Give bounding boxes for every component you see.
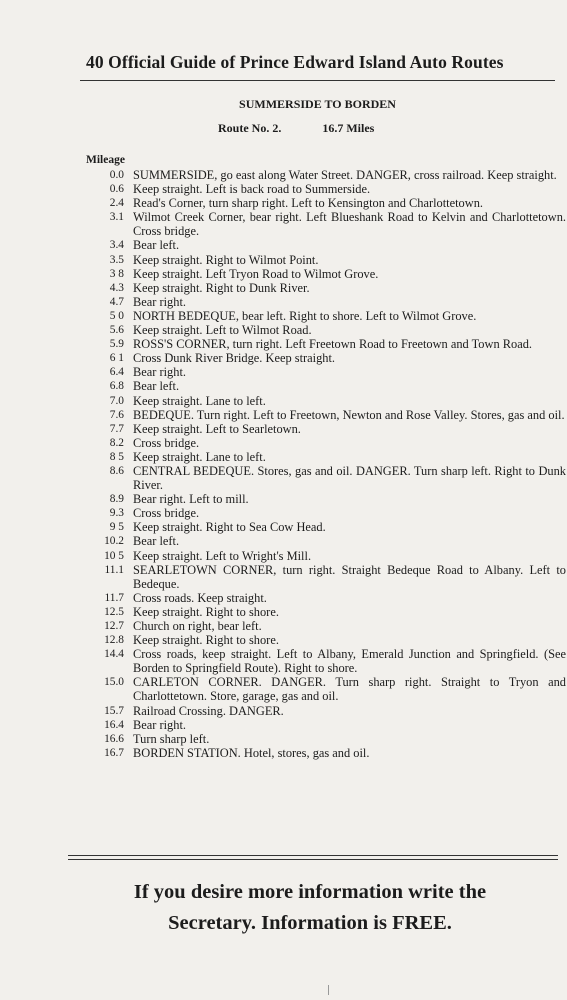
page-header: 40 Official Guide of Prince Edward Island Auto Routes bbox=[86, 52, 504, 72]
entry-direction-text: Bear right. bbox=[133, 365, 186, 380]
entry-mileage: 6.8 bbox=[109, 380, 124, 393]
entry-direction-text: Keep straight. Right to shore. bbox=[133, 633, 279, 648]
direction-entry bbox=[84, 253, 566, 267]
entry-direction-text: Read's Corner, turn sharp right. Left to Kensington and Charlottetown. bbox=[133, 196, 483, 211]
entry-mileage: 8 5 bbox=[109, 450, 124, 463]
direction-entry bbox=[84, 379, 566, 393]
entry-mileage: 9 5 bbox=[109, 521, 124, 534]
entry-mileage: 4.3 bbox=[109, 281, 124, 294]
entry-mileage: 7.7 bbox=[109, 422, 124, 435]
direction-entry bbox=[84, 182, 566, 196]
direction-entry bbox=[84, 675, 566, 703]
entry-direction-text: NORTH BEDEQUE, bear left. Right to shore. Left to Wilmot Grove. bbox=[133, 308, 477, 323]
direction-entry bbox=[84, 464, 566, 492]
entry-direction-text: SEARLETOWN CORNER, turn right. Straight Bedeque Road to Albany. Left to Bedeque. bbox=[133, 562, 566, 591]
direction-entry bbox=[84, 436, 566, 450]
direction-entry bbox=[84, 492, 566, 506]
entry-mileage: 16.4 bbox=[104, 718, 124, 731]
direction-entry bbox=[84, 196, 566, 210]
entry-mileage: 9.3 bbox=[109, 507, 124, 520]
entry-direction-text: Keep straight. Left Tryon Road to Wilmot Grove. bbox=[133, 266, 379, 281]
direction-entry bbox=[84, 591, 566, 605]
entry-mileage: 7.6 bbox=[109, 408, 124, 421]
entry-mileage: 0.0 bbox=[109, 169, 124, 181]
entry-direction-text: Keep straight. Left to Wright's Mill. bbox=[133, 548, 312, 563]
direction-entry bbox=[84, 337, 566, 351]
entry-direction-text: ROSS'S CORNER, turn right. Left Freetown Road to Freetown and Town Road. bbox=[133, 337, 532, 352]
direction-entry bbox=[84, 351, 566, 365]
entry-direction-text: Bear right. bbox=[133, 294, 186, 309]
direction-entry bbox=[84, 605, 566, 619]
footer-line-2: Secretary. Information is FREE. bbox=[168, 912, 452, 934]
entry-direction-text: Bear left. bbox=[133, 379, 180, 394]
entry-direction-text: Keep straight. Lane to left. bbox=[133, 449, 266, 464]
entry-direction-text: Cross Dunk River Bridge. Keep straight. bbox=[133, 351, 336, 366]
direction-entry bbox=[84, 365, 566, 379]
direction-entry bbox=[84, 563, 566, 591]
entry-mileage: 10.2 bbox=[104, 535, 124, 548]
entry-mileage: 11.1 bbox=[104, 563, 124, 576]
entry-direction-text: BEDEQUE. Turn right. Left to Freetown, Newton and Rose Valley. Stores, gas and oil. bbox=[133, 407, 565, 422]
entry-mileage: 15.7 bbox=[104, 704, 124, 717]
entry-direction-text: Keep straight. Right to Dunk River. bbox=[133, 280, 310, 295]
entry-direction-text: Keep straight. Right to Wilmot Point. bbox=[133, 252, 319, 267]
entry-mileage: 16.7 bbox=[104, 746, 124, 759]
entry-direction-text: Keep straight. Left is back road to Summerside. bbox=[133, 182, 371, 197]
direction-entry bbox=[84, 746, 566, 760]
direction-entry bbox=[84, 295, 566, 309]
direction-entry bbox=[84, 647, 566, 675]
entry-mileage: 7.0 bbox=[109, 394, 124, 407]
direction-entry bbox=[84, 238, 566, 252]
entry-mileage: 5.9 bbox=[109, 338, 124, 351]
entry-direction-text: CENTRAL BEDEQUE. Stores, gas and oil. DANGER. Turn sharp left. Right to Dunk River. bbox=[133, 463, 566, 493]
entry-direction-text: Cross roads, keep straight. Left to Albany, Emerald Junction and Springfield. (See Borden to Springfield Route). Right to shore. bbox=[133, 647, 566, 676]
entry-mileage: 14.4 bbox=[104, 648, 124, 661]
entry-mileage: 4.7 bbox=[109, 295, 124, 308]
entry-direction-text: Bear right. Left to mill. bbox=[133, 492, 249, 507]
entry-direction-text: Cross bridge. bbox=[133, 506, 200, 521]
entry-direction-text: Keep straight. Lane to left. bbox=[133, 393, 266, 408]
entry-direction-text: Bear left. bbox=[133, 238, 180, 253]
direction-entry bbox=[84, 408, 566, 422]
entry-mileage: 6 1 bbox=[109, 352, 124, 365]
route-directions-list bbox=[84, 168, 566, 760]
entry-mileage: 8.9 bbox=[109, 493, 124, 506]
entry-mileage: 3.1 bbox=[109, 211, 124, 224]
header-rule bbox=[80, 80, 555, 81]
direction-entry bbox=[84, 549, 566, 563]
entry-mileage: 10 5 bbox=[104, 549, 124, 562]
mileage-heading: Mileage bbox=[86, 154, 125, 166]
entry-mileage: 11.7 bbox=[104, 591, 124, 604]
route-meta bbox=[218, 121, 458, 136]
direction-entry bbox=[84, 422, 566, 436]
entry-mileage: 0.6 bbox=[109, 183, 124, 196]
entry-direction-text: Church on right, bear left. bbox=[133, 619, 262, 633]
entry-mileage: 12.8 bbox=[104, 634, 124, 647]
entry-mileage: 8.2 bbox=[109, 436, 124, 449]
direction-entry bbox=[84, 534, 566, 548]
entry-direction-text: Cross roads. Keep straight. bbox=[133, 590, 267, 605]
entry-direction-text: Keep straight. Right to Sea Cow Head. bbox=[133, 520, 326, 535]
direction-entry bbox=[84, 450, 566, 464]
direction-entry bbox=[84, 732, 566, 746]
direction-entry bbox=[84, 210, 566, 238]
direction-entry bbox=[84, 267, 566, 281]
entry-mileage: 12.7 bbox=[104, 620, 124, 632]
direction-entry bbox=[84, 168, 566, 182]
entry-direction-text: CARLETON CORNER. DANGER. Turn sharp right. Straight to Tryon and Charlottetown. Store, garage, gas and oil. bbox=[133, 675, 566, 704]
scan-artifact bbox=[328, 985, 329, 995]
double-rule-divider bbox=[68, 855, 558, 860]
direction-entry bbox=[84, 309, 566, 323]
entry-direction-text: Bear left. bbox=[133, 534, 180, 549]
entry-mileage: 2.4 bbox=[109, 197, 124, 210]
route-title: SUMMERSIDE TO BORDEN bbox=[239, 97, 396, 111]
entry-mileage: 5.6 bbox=[109, 324, 124, 337]
entry-mileage: 12.5 bbox=[104, 605, 124, 618]
entry-mileage: 3.4 bbox=[109, 239, 124, 252]
direction-entry bbox=[84, 704, 566, 718]
entry-direction-text: Bear right. bbox=[133, 717, 186, 732]
route-number: Route No. 2. bbox=[218, 121, 282, 135]
direction-entry bbox=[84, 281, 566, 295]
direction-entry bbox=[84, 718, 566, 732]
entry-direction-text: Keep straight. Left to Wilmot Road. bbox=[133, 323, 312, 338]
entry-mileage: 8.6 bbox=[109, 464, 124, 477]
entry-direction-text: Wilmot Creek Corner, bear right. Left Blueshank Road to Kelvin and Charlottetown. Cross bridge. bbox=[133, 210, 566, 239]
entry-direction-text: Keep straight. Left to Searletown. bbox=[133, 421, 301, 436]
entry-mileage: 5 0 bbox=[109, 309, 124, 322]
route-distance: 16.7 Miles bbox=[322, 121, 375, 135]
entry-mileage: 15.0 bbox=[104, 676, 124, 689]
direction-entry bbox=[84, 520, 566, 534]
direction-entry bbox=[84, 633, 566, 647]
entry-direction-text: Cross bridge. bbox=[133, 435, 200, 450]
entry-mileage: 3 8 bbox=[109, 267, 124, 280]
direction-entry bbox=[84, 394, 566, 408]
entry-direction-text: Keep straight. Right to shore. bbox=[133, 604, 279, 619]
entry-mileage: 16.6 bbox=[104, 732, 124, 745]
direction-entry bbox=[84, 619, 566, 633]
entry-direction-text: Turn sharp left. bbox=[133, 731, 210, 746]
entry-mileage: 6.4 bbox=[109, 366, 124, 379]
footer-notice bbox=[60, 877, 560, 939]
direction-entry bbox=[84, 323, 566, 337]
entry-mileage: 3.5 bbox=[109, 253, 124, 266]
footer-line-1: If you desire more information write the bbox=[133, 881, 487, 903]
direction-entry bbox=[84, 506, 566, 520]
entry-direction-text: BORDEN STATION. Hotel, stores, gas and oil. bbox=[133, 745, 370, 760]
entry-direction-text: Railroad Crossing. DANGER. bbox=[133, 703, 284, 718]
entry-direction-text: SUMMERSIDE, go east along Water Street. DANGER, cross railroad. Keep straight. bbox=[133, 168, 557, 182]
